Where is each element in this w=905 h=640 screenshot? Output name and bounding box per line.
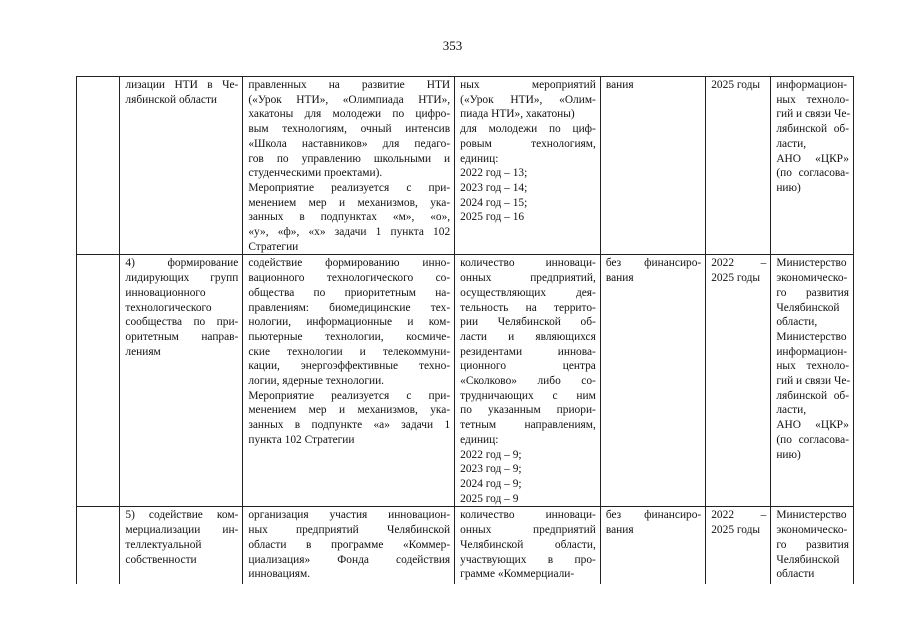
content-text-line: Мероприятие реализуется с при- bbox=[248, 389, 451, 402]
indicator-text-line: количество инноваци- bbox=[460, 509, 596, 522]
executors-text-line: АНО «ЦКР» bbox=[776, 152, 849, 165]
indicator-text-line: 2024 год – 15; bbox=[460, 196, 528, 209]
executors-text-line: Министерство bbox=[776, 257, 847, 270]
task-name-cell bbox=[120, 77, 243, 255]
name-text-line: технологического bbox=[125, 301, 212, 314]
task-name-cell bbox=[120, 255, 243, 507]
indicator-text-line: онных предприятий bbox=[460, 524, 596, 537]
executors-cell bbox=[771, 77, 854, 255]
content-text-line: «Школа наставников» для педаго- bbox=[248, 137, 451, 150]
executors-text-line: (по согласова- bbox=[776, 433, 849, 446]
name-text-line: оритетным направ- bbox=[125, 330, 239, 343]
indicator-text-line: резидентами иннова- bbox=[460, 345, 596, 358]
indicator-cell bbox=[455, 507, 601, 585]
table-row bbox=[77, 255, 854, 507]
financing-text-line: без финансиро- bbox=[605, 509, 702, 522]
content-text-line: нологии, информационные и ком- bbox=[248, 316, 451, 329]
content-text-line: правленных на развитие НТИ bbox=[248, 79, 451, 91]
executors-text-line: Челябинской bbox=[776, 553, 840, 566]
indicator-text-line: ционного центра bbox=[460, 360, 596, 373]
page-number: 353 bbox=[442, 38, 463, 53]
content-text-line: Мероприятие реализуется с при- bbox=[248, 181, 451, 194]
indicator-text-line: 2025 год – 16 bbox=[460, 211, 525, 224]
content-text-line: логии, ядерные технологии. bbox=[248, 375, 385, 388]
executors-text-line: ных техноло- bbox=[776, 360, 849, 373]
indicator-text-line: для молодежи по циф- bbox=[460, 123, 596, 136]
indicator-text-line: рии Челябинской об- bbox=[460, 316, 596, 329]
content-text-line: правлениям: биомедицинские тех- bbox=[248, 301, 451, 314]
content-text-line: пьютерные технологии, космиче- bbox=[248, 330, 451, 343]
financing-text-line: без финансиро- bbox=[605, 257, 702, 270]
name-text-line: инновационного bbox=[125, 286, 206, 299]
indicator-cell bbox=[455, 77, 601, 255]
executors-text-line: (по согласова- bbox=[776, 167, 849, 180]
content-text-line: менением мер и механизмов, ука- bbox=[248, 404, 451, 417]
period-cell bbox=[706, 255, 771, 507]
period-text-line: 2025 годы bbox=[711, 524, 761, 537]
name-text-line: лидирующих групп bbox=[125, 272, 239, 285]
content-text-line: области в программе «Коммер- bbox=[248, 538, 451, 551]
content-text-line: вационного технологического со- bbox=[248, 272, 451, 285]
content-text-line: ных предприятий Челябинской bbox=[248, 524, 451, 537]
task-name-cell bbox=[120, 507, 243, 585]
executors-text-line: лябинской об- bbox=[776, 123, 849, 136]
name-text-line: лизации НТИ в Че- bbox=[125, 79, 239, 91]
measure-content-cell bbox=[243, 77, 455, 255]
content-text-line: менением мер и механизмов, ука- bbox=[248, 196, 451, 209]
content-text-line: Стратегии bbox=[248, 240, 299, 253]
content-text-line: содействие формированию инно- bbox=[248, 257, 451, 270]
name-text-line: теллектуальной bbox=[125, 538, 202, 551]
indicator-text-line: («Урок НТИ», «Олим- bbox=[460, 93, 596, 106]
executors-text-line: Министерство bbox=[776, 509, 847, 522]
content-text-line: ские технологии и телекоммуни- bbox=[248, 345, 451, 358]
table-row bbox=[77, 77, 854, 255]
executors-text-line: Челябинской bbox=[776, 301, 840, 314]
financing-text-line: вания bbox=[605, 524, 634, 537]
measure-content-cell bbox=[243, 507, 455, 585]
period-cell bbox=[706, 507, 771, 585]
row-index-cell bbox=[77, 255, 120, 507]
indicator-text-line: «Сколково» либо со- bbox=[460, 375, 596, 388]
content-text-line: вым технологиям, очный интенсив bbox=[248, 123, 451, 136]
content-text-line: студенческими проектами). bbox=[248, 167, 383, 180]
executors-text-line: го развития bbox=[776, 538, 849, 551]
row-index-cell bbox=[77, 77, 120, 255]
indicator-text-line: тельность на террито- bbox=[460, 301, 596, 314]
executors-text-line: лябинской об- bbox=[776, 389, 849, 402]
content-text-line: занных в подпункте «а» задачи 1 bbox=[248, 419, 451, 432]
content-text-line: циализация» Фонда содействия bbox=[248, 553, 451, 566]
executors-text-line: ласти, bbox=[776, 404, 807, 417]
indicator-text-line: количество инноваци- bbox=[460, 257, 596, 270]
executors-text-line: АНО «ЦКР» bbox=[776, 419, 849, 432]
period-text-line: 2025 годы bbox=[711, 272, 761, 285]
executors-text-line: области, bbox=[776, 316, 818, 329]
indicator-text-line: Челябинской области, bbox=[460, 538, 596, 551]
period-text-line: 2022 – bbox=[711, 257, 767, 270]
executors-text-line: ных техноло- bbox=[776, 93, 849, 106]
row-index-cell bbox=[77, 507, 120, 585]
measures-table bbox=[76, 76, 854, 584]
indicator-text-line: 2022 год – 13; bbox=[460, 167, 528, 180]
executors-text-line: информацион- bbox=[776, 345, 848, 358]
name-text-line: 5) содействие ком- bbox=[125, 509, 239, 522]
executors-text-line: Министерство bbox=[776, 330, 847, 343]
name-text-line: мерциализации ин- bbox=[125, 524, 239, 537]
table-row bbox=[77, 507, 854, 585]
content-text-line: общества по приоритетным на- bbox=[248, 286, 451, 299]
name-text-line: лениям bbox=[125, 345, 161, 358]
indicator-text-line: 2025 год – 9 bbox=[460, 492, 519, 505]
indicator-text-line: ласти и являющихся bbox=[460, 330, 596, 343]
executors-cell bbox=[771, 507, 854, 585]
indicator-text-line: осуществляющих дея- bbox=[460, 286, 596, 299]
financing-cell bbox=[600, 255, 705, 507]
content-text-line: «у», «ф», «х» задачи 1 пункта 102 bbox=[248, 226, 451, 239]
indicator-text-line: по указанным приори- bbox=[460, 404, 596, 417]
executors-text-line: нию) bbox=[776, 448, 801, 461]
indicator-text-line: 2024 год – 9; bbox=[460, 477, 522, 490]
indicator-text-line: 2023 год – 9; bbox=[460, 463, 522, 476]
indicator-text-line: ных мероприятий bbox=[460, 79, 596, 91]
content-text-line: («Урок НТИ», «Олимпиада НТИ», bbox=[248, 93, 451, 106]
content-text-line: гов по управлению школьными и bbox=[248, 152, 451, 165]
executors-text-line: информацион- bbox=[776, 79, 848, 91]
name-text-line: сообщества по при- bbox=[125, 316, 239, 329]
period-cell bbox=[706, 77, 771, 255]
indicator-text-line: ровым технологиям, bbox=[460, 137, 596, 150]
content-text-line: пункта 102 Стратегии bbox=[248, 433, 355, 446]
executors-text-line: гий и связи Че- bbox=[776, 375, 851, 388]
name-text-line: лябинской области bbox=[125, 93, 218, 106]
executors-text-line: области bbox=[776, 568, 815, 581]
financing-text-line: вания bbox=[605, 272, 634, 285]
financing-text-line: вания bbox=[605, 79, 634, 91]
name-text-line: собственности bbox=[125, 553, 197, 566]
measure-content-cell bbox=[243, 255, 455, 507]
content-text-line: инновациям. bbox=[248, 568, 311, 581]
content-text-line: организация участия инновацион- bbox=[248, 509, 451, 522]
financing-cell bbox=[600, 77, 705, 255]
indicator-text-line: трудничающих с ним bbox=[460, 389, 596, 402]
indicator-text-line: единиц: bbox=[460, 433, 499, 446]
indicator-text-line: участвующих в про- bbox=[460, 553, 596, 566]
content-text-line: занных в подпунктах «м», «о», bbox=[248, 211, 451, 224]
indicator-cell bbox=[455, 255, 601, 507]
financing-cell bbox=[600, 507, 705, 585]
content-text-line: хакатоны для молодежи по цифро- bbox=[248, 108, 451, 121]
indicator-text-line: грамме «Коммерциали- bbox=[460, 568, 575, 581]
executors-text-line: нию) bbox=[776, 181, 801, 194]
executors-text-line: гий и связи Че- bbox=[776, 108, 851, 121]
executors-cell bbox=[771, 255, 854, 507]
indicator-text-line: 2022 год – 9; bbox=[460, 448, 522, 461]
period-text-line: 2022 – bbox=[711, 509, 767, 522]
indicator-text-line: 2023 год – 14; bbox=[460, 181, 528, 194]
executors-text-line: го развития bbox=[776, 286, 849, 299]
indicator-text-line: единиц: bbox=[460, 152, 499, 165]
name-text-line: 4) формирование bbox=[125, 257, 239, 270]
period-text-line: 2025 годы bbox=[711, 79, 761, 91]
indicator-text-line: пиада НТИ», хакатоны) bbox=[460, 108, 575, 121]
indicator-text-line: тетным направлениям, bbox=[460, 419, 596, 432]
executors-text-line: ласти, bbox=[776, 137, 807, 150]
content-text-line: кации, энергоэффективные техно- bbox=[248, 360, 451, 373]
executors-text-line: экономическо- bbox=[776, 524, 848, 537]
executors-text-line: экономическо- bbox=[776, 272, 848, 285]
indicator-text-line: онных предприятий, bbox=[460, 272, 596, 285]
